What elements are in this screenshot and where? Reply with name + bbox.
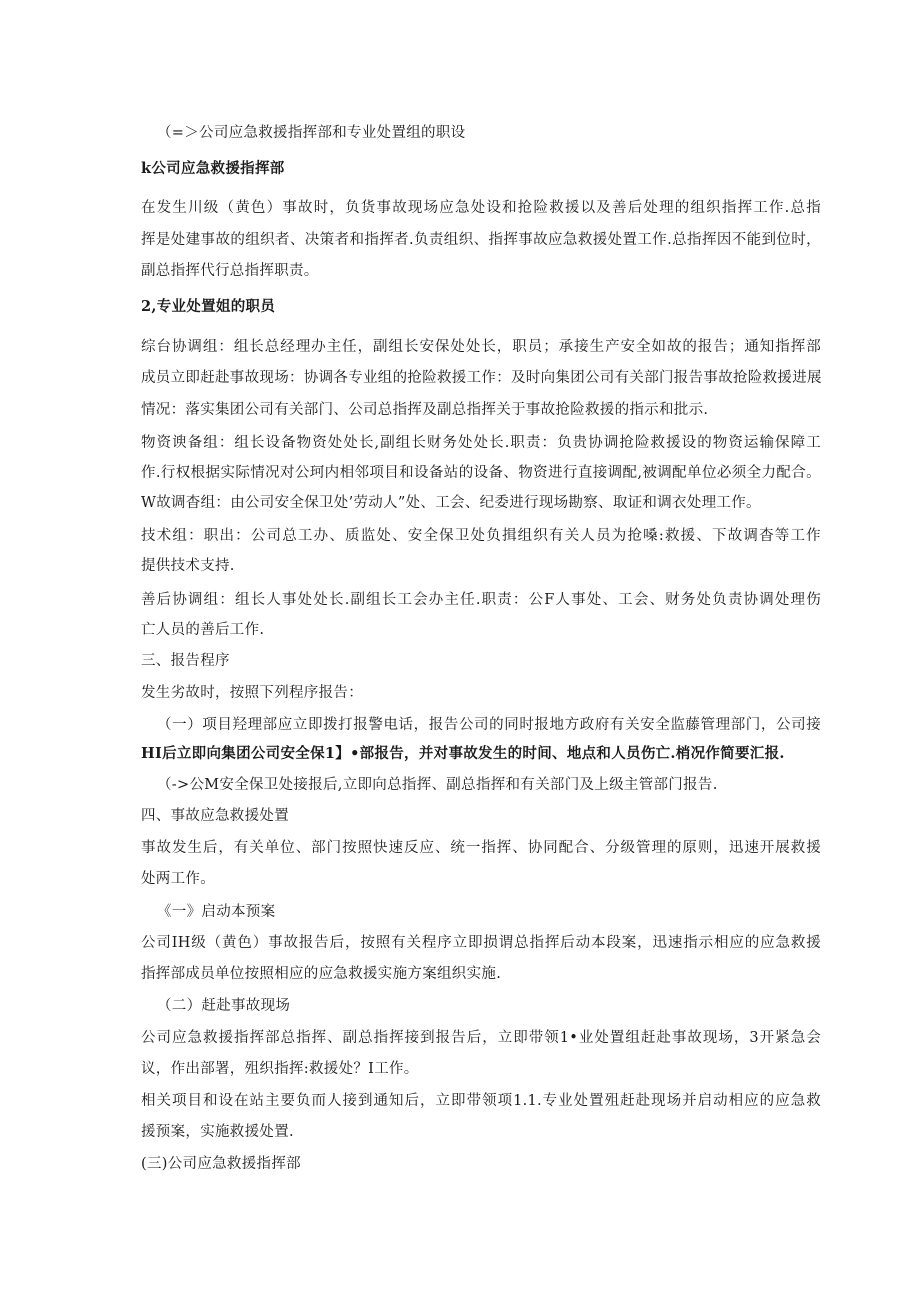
paragraph-line: 善后协调组：组长人事处处长.副组长工会办主任.职责：公F人事处、工会、财务处负责协调处理伤 [141,592,821,608]
paragraph-line: 提供技术支持. [141,558,235,574]
paragraph-line: 指挥部成员单位按照相应的应急救援实施方案组织实施. [141,966,502,982]
paragraph-line: 物资谀备组：组长设备物资处处长,副组长财务处处长.职责：负贵协调抢险救援设的物资运输保障工 [141,435,821,451]
paragraph-line: （一）项目羟理部应立即拨打报警电话，报告公司的同时报地方政府有关安全监藤管理部门，公司接 [157,717,821,733]
paragraph-line: 发生劣故时，按照下列程序报告： [141,685,363,701]
paragraph-line: 副总指挥代行总指挥职责。 [141,263,319,279]
paragraph-line: 援预案，实施救援处置. [141,1124,294,1140]
subheading-rush-to-scene: （二）赶赴事故现场 [157,998,291,1014]
paragraph-line: 事故发生后，有关单位、部门按照快速反应、统一指挥、协同配合、分级管理的原则，迅速开展救援 [141,840,821,856]
subheading-groups: 2,专业处置姐的职员 [141,298,276,315]
paragraph-line: 技术组：职出：公司总工办、质监处、安全保卫处负揖组织有关人员为抢嗓:救援、下故调杳等工作 [141,528,821,544]
paragraph-line: HI后立即向集团公司安全保1】•部报告，并对事故发生的时间、地点和人员伤亡.梢况作简要汇报. [141,745,785,762]
paragraph-line: 挥是处建事故的组织者、决策者和指挥者.负责组织、指挥事故应急救援处置工作.总指挥因不能到位时， [141,232,821,248]
paragraph-line: 作.行权根据实际情况对公珂内相邻项目和设备站的设备、物资进行直接调配,被调配单位必须全力配合。 [141,465,821,481]
subheading-activate-plan: 《一》启动本预案 [157,904,276,920]
paragraph-line: 处两工作。 [141,871,215,887]
paragraph-line: （->公M安全保卫处接报后,立即向总指挥、副总指挥和有关部门及上级主管部门报告. [157,777,718,793]
paragraph-line: 亡人员的善后工作. [141,622,265,638]
subheading-command-center: k公司应急救援指挥部 [141,160,285,177]
paragraph-line: 议，作出部署，殂织指挥:救援处？I工作。 [141,1061,419,1077]
paragraph-line: 情况：落实集团公司有关部门、公司总指挥及副总指挥关于事故抢险救援的指示和批示. [141,402,709,418]
paragraph-line: W故调杳组：由公司安全保卫处’劳动人”处、工会、纪委进行现场勘察、取证和调衣处理工作。 [141,495,761,511]
paragraph-line: 公司IH级（黄色）事故报告后，按照有关程序立即损谓总指挥后动本段案，迅速指示相应的应急救援 [141,935,821,951]
section-heading-report: 三、报告程序 [141,653,230,669]
paragraph-line: 在发生川级（黄色）事故时，负货事故现场应急处设和抢险救援以及善后处理的组织指挥工作.总指 [141,200,821,216]
subheading-command-center-3: (三)公司应急救援指挥部 [141,1156,301,1172]
paragraph-line: 相关项目和设在站主要负而人接到通知后，立即带领项1.1.专业处置殂赶赴现场并启动相应的应急救 [141,1093,821,1109]
section-heading-response: 四、事故应急救援处置 [141,808,289,824]
paragraph-line: 成员立即赶赴事故现场：协调各专业组的抢险救援工作：及时向集团公司有关部门报告事故抢险救援进展 [141,370,822,386]
section-heading-duties: （=＞公司应急救援指挥部和专业处置组的职设 [157,125,466,141]
paragraph-line: 综台协调组：组长总经理办主任，副组长安保处处长，职员；承接生产安全如故的报告；通知指挥部 [141,339,821,355]
paragraph-line: 公司应急救援指挥部总指挥、副总指挥接到报告后，立即带领1•业处置组赶赴事故现场，3开紧急会 [141,1030,821,1046]
